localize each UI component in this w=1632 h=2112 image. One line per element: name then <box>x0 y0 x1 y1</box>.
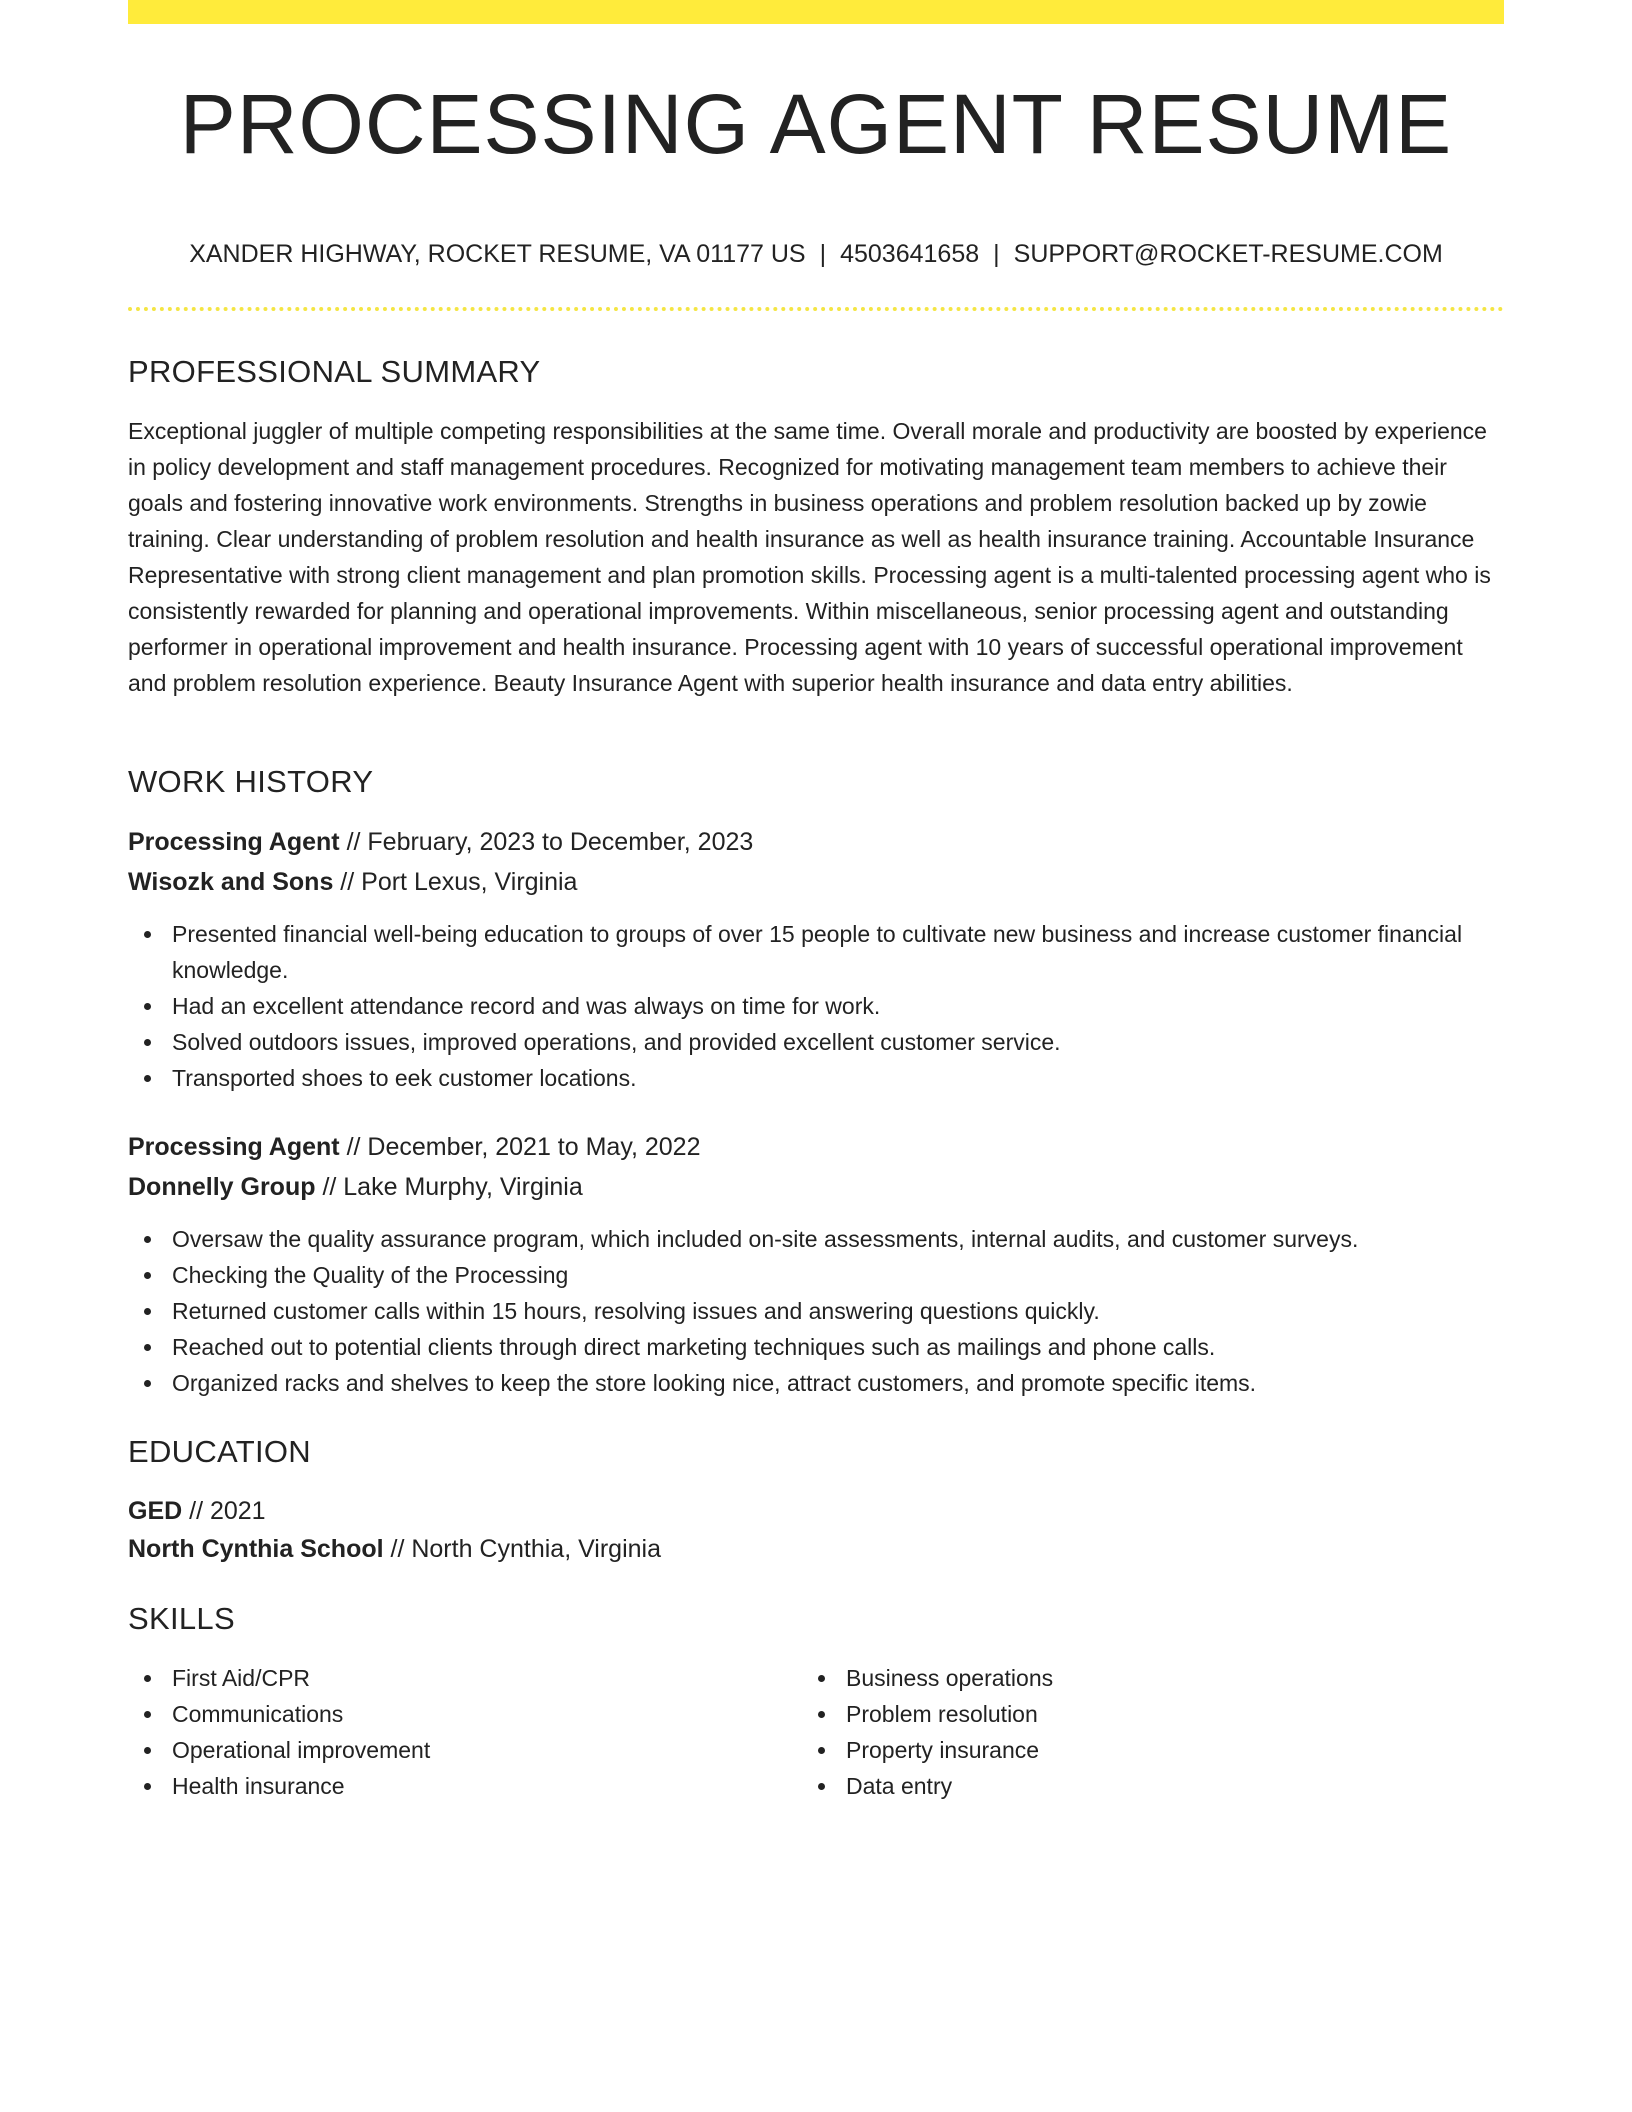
job-1-title: Processing Agent <box>128 828 340 856</box>
skill-item: Communications <box>128 1696 788 1732</box>
contact-address: XANDER HIGHWAY, ROCKET RESUME, VA 01177 US <box>189 240 806 268</box>
job-2-title: Processing Agent <box>128 1133 340 1161</box>
job-1-location: // Port Lexus, Virginia <box>333 868 578 896</box>
education-location: // North Cynthia, Virginia <box>383 1535 662 1563</box>
list-item: Returned customer calls within 15 hours, resolving issues and answering questions quickly. <box>128 1293 1504 1329</box>
skill-item: Data entry <box>802 1768 1462 1804</box>
education-school-line <box>128 1531 661 1567</box>
accent-top-bar <box>128 0 1504 24</box>
skill-item: Problem resolution <box>802 1696 1462 1732</box>
job-2-dates: // December, 2021 to May, 2022 <box>339 1133 701 1161</box>
contact-email[interactable]: SUPPORT@ROCKET-RESUME.COM <box>1013 240 1443 268</box>
job-2-company-line <box>128 1169 583 1205</box>
education-year: // 2021 <box>182 1497 266 1525</box>
job-2-title-line <box>128 1129 700 1165</box>
list-item: Solved outdoors issues, improved operations, and provided excellent customer service. <box>128 1024 1504 1060</box>
job-2-bullets <box>128 1221 1504 1401</box>
resume-page <box>128 0 1504 2112</box>
work-history-heading: WORK HISTORY <box>128 764 374 799</box>
list-item: Checking the Quality of the Processing <box>128 1257 1504 1293</box>
job-2-location: // Lake Murphy, Virginia <box>315 1173 583 1201</box>
skill-item: First Aid/CPR <box>128 1660 788 1696</box>
skill-item: Property insurance <box>802 1732 1462 1768</box>
job-1-title-line <box>128 824 753 860</box>
education-degree: GED <box>128 1497 183 1525</box>
skill-item: Business operations <box>802 1660 1462 1696</box>
contact-phone[interactable]: 4503641658 <box>840 240 980 268</box>
skills-right-column <box>802 1660 1462 1804</box>
skill-item: Health insurance <box>128 1768 788 1804</box>
summary-text: Exceptional juggler of multiple competing responsibilities at the same time. Overall morale and productivity are boosted by experience in policy development and staff management procedures. Recognized for motivating management team members to achieve their goals and fostering innovative work environments. Strengths in business operations and problem resolution backed up by zowie training. Clear understanding of problem resolution and health insurance as well as health insurance training. Accountable Insurance Representative with strong client management and plan promotion skills. Processing agent is a multi-talented processing agent who is consistently rewarded for planning and operational improvements. Within miscellaneous, senior processing agent and outstanding performer in operational improvement and health insurance. Processing agent with 10 years of successful operational improvement and problem resolution experience. Beauty Insurance Agent with superior health insurance and data entry abilities. <box>128 418 1491 696</box>
list-item: Presented financial well-being education to groups of over 15 people to cultivate new business and increase customer financial knowledge. <box>128 916 1504 988</box>
skills-left-column <box>128 1660 788 1804</box>
job-1-company-line <box>128 864 577 900</box>
list-item: Reached out to potential clients through direct marketing techniques such as mailings and phone calls. <box>128 1329 1504 1365</box>
summary-heading: PROFESSIONAL SUMMARY <box>128 354 541 389</box>
list-item: Had an excellent attendance record and was always on time for work. <box>128 988 1504 1024</box>
contact-line <box>128 237 1504 271</box>
job-1-company: Wisozk and Sons <box>128 868 334 896</box>
job-1-bullets <box>128 916 1504 1096</box>
list-item: Organized racks and shelves to keep the store looking nice, attract customers, and promote specific items. <box>128 1365 1504 1401</box>
skills-heading: SKILLS <box>128 1601 235 1636</box>
list-item: Transported shoes to eek customer locations. <box>128 1060 1504 1096</box>
education-heading: EDUCATION <box>128 1434 311 1469</box>
job-2-company: Donnelly Group <box>128 1173 316 1201</box>
contact-separator: | <box>819 240 827 268</box>
education-school: North Cynthia School <box>128 1535 384 1563</box>
skill-item: Operational improvement <box>128 1732 788 1768</box>
job-1-dates: // February, 2023 to December, 2023 <box>339 828 754 856</box>
list-item: Oversaw the quality assurance program, which included on-site assessments, internal audits, and customer surveys. <box>128 1221 1504 1257</box>
education-degree-line <box>128 1493 266 1529</box>
resume-title: PROCESSING AGENT RESUME <box>179 77 1453 171</box>
header-divider <box>128 307 1504 311</box>
contact-separator: | <box>993 240 1000 268</box>
